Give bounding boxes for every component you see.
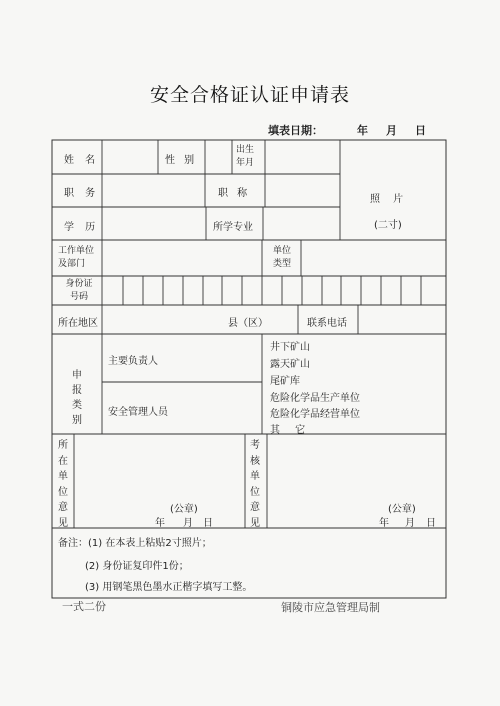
education-field[interactable] xyxy=(103,208,205,239)
category-open-pit-mine[interactable]: 露天矿山 xyxy=(270,359,310,370)
fill-date-day: 日 xyxy=(415,124,426,137)
exam-seal-month: 月 xyxy=(405,518,415,529)
exam-opinion-field[interactable] xyxy=(268,435,445,527)
fill-date-month: 月 xyxy=(386,124,397,137)
major-label: 所学专业 xyxy=(213,222,253,233)
major-field[interactable] xyxy=(264,208,339,239)
photo-label: 照 片 xyxy=(370,194,409,205)
note-2: (2) 身份证复印件1份； xyxy=(85,561,189,572)
title-rank-field[interactable] xyxy=(266,175,339,206)
unit-seal-day: 日 xyxy=(203,518,213,529)
unit-opinion-label: 所在单位意见 xyxy=(58,440,68,529)
exam-seal-year: 年 xyxy=(379,518,389,529)
position-field[interactable] xyxy=(103,175,204,206)
id-number-field[interactable] xyxy=(103,277,445,304)
footer-copies: 一式二份 xyxy=(62,600,106,613)
unit-type-label: 单位类型 xyxy=(273,246,292,269)
category-other[interactable]: 其 它 xyxy=(270,425,312,436)
title-rank-label: 职 称 xyxy=(218,188,251,199)
birth-field[interactable] xyxy=(266,141,339,173)
note-1: 备注：(1) 在本表上粘贴2寸照片； xyxy=(58,538,212,549)
unit-type-field[interactable] xyxy=(302,241,445,275)
exam-opinion-label: 考核单位意见 xyxy=(250,440,260,529)
county-label: 县（区） xyxy=(228,318,268,329)
form-title: 安全合格证认证申请表 xyxy=(149,84,350,106)
id-number-label: 身份证号码 xyxy=(65,279,93,302)
category-underground-mine[interactable]: 井下矿山 xyxy=(270,342,310,353)
fill-date-label: 填表日期： xyxy=(268,124,323,137)
workplace-label: 工作单位及部门 xyxy=(58,246,95,269)
unit-seal: (公章) xyxy=(170,504,198,515)
unit-seal-year: 年 xyxy=(155,518,165,529)
footer-issuer: 铜陵市应急管理局制 xyxy=(281,601,380,614)
name-field[interactable] xyxy=(103,141,157,173)
exam-seal-day: 日 xyxy=(426,518,436,529)
photo-size: (二寸) xyxy=(374,220,402,231)
apply-category-label: 申报类别 xyxy=(72,370,84,426)
category-safety-manager[interactable]: 安全管理人员 xyxy=(108,407,168,418)
education-label: 学 历 xyxy=(64,222,100,233)
birth-label: 出生年月 xyxy=(236,145,255,168)
category-tailings[interactable]: 尾矿库 xyxy=(270,376,300,387)
unit-seal-month: 月 xyxy=(183,518,193,529)
name-label: 姓 名 xyxy=(64,155,100,166)
workplace-field[interactable] xyxy=(103,241,261,275)
county-field[interactable] xyxy=(103,306,223,333)
contact-label: 联系电话 xyxy=(307,318,347,329)
fill-date-year: 年 xyxy=(357,124,368,137)
gender-field[interactable] xyxy=(206,141,231,173)
location-label: 所在地区 xyxy=(58,318,98,329)
gender-label: 性 别 xyxy=(165,155,198,166)
exam-seal: (公章) xyxy=(388,504,416,515)
category-principal[interactable]: 主要负责人 xyxy=(108,356,158,367)
note-3: (3) 用钢笔黑色墨水正楷字填写工整。 xyxy=(85,582,253,593)
position-label: 职 务 xyxy=(64,188,100,199)
contact-field[interactable] xyxy=(359,306,445,333)
category-chem-trade[interactable]: 危险化学品经营单位 xyxy=(270,409,360,420)
category-chem-production[interactable]: 危险化学品生产单位 xyxy=(270,393,360,404)
